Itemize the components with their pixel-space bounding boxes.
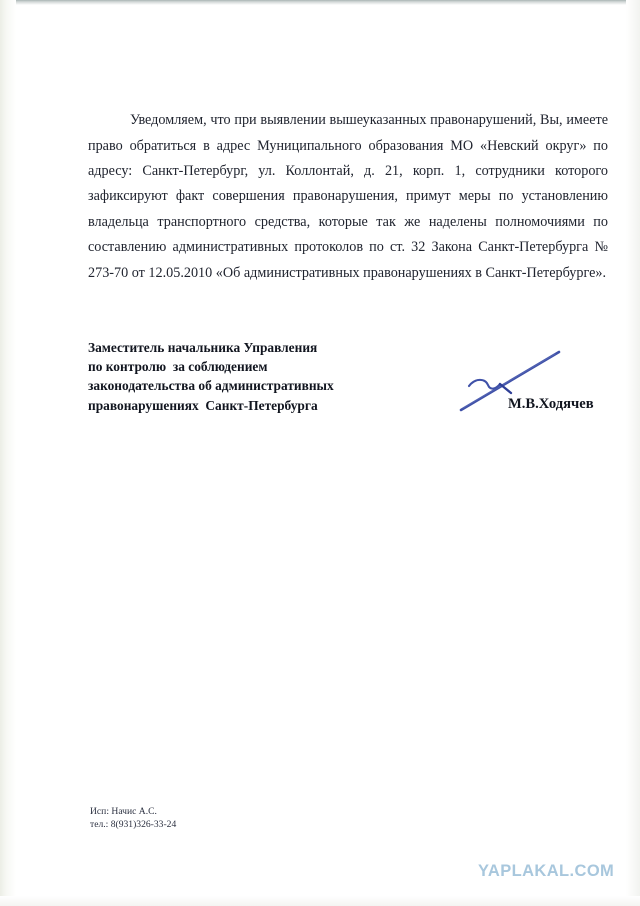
executor-phone-line: тел.: 8(931)326-33-24 [90,818,177,830]
scan-edge-shadow-top [0,0,640,5]
site-watermark: YAPLAKAL.COM [478,862,615,880]
scan-edge-shadow-bottom [0,896,640,906]
scan-edge-shadow-left [0,0,16,906]
signatory-title-line-3: законодательства об административных [88,378,334,394]
scan-edge-shadow-right [626,0,640,906]
signatory-title-block [88,338,388,415]
notification-body-paragraph: Уведомляем, что при выявлении вышеуказанных правонарушений, Вы, имеете право обратиться в адрес Муниципального образования МО «Невский округ» по адресу: Санкт-Петербург, ул. Коллонтай, д. 21, корп. 1, сотрудники которого зафиксируют факт совершения правонарушения, примут меры по установлению владельца транспортного средства, которые так же наделены полномочиями по составлению административных протоколов по ст. 32 Закона Санкт-Петербурга № 273-70 от 12.05.2010 «Об административных правонарушениях в Санкт-Петербурге». [88,112,608,281]
signatory-title-line-2: по контролю за соблюдением [88,359,268,375]
signatory-title-line-1: Заместитель начальника Управления [88,340,318,355]
signatory-title-line-4: правонарушениях Санкт-Петербурга [88,397,318,413]
executor-contact-note [90,806,176,831]
executor-name-line: Исп: Начис А.С. [90,806,157,817]
signer-name: М.В.Ходячев [508,396,594,412]
